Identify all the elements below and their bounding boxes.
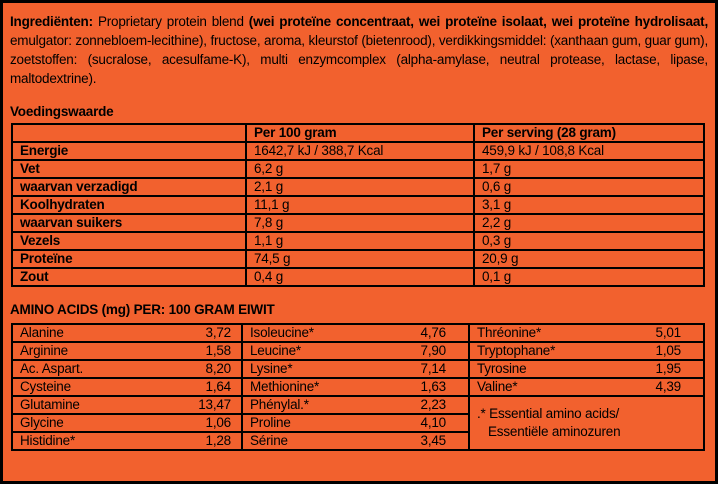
table-row: [12, 342, 704, 360]
table-row: [12, 160, 704, 178]
ingredients-paragraph: [10, 12, 708, 88]
amino-name: Proline: [250, 415, 291, 430]
table-row: [12, 250, 704, 268]
amino-cell: [242, 360, 469, 378]
table-row: [12, 214, 704, 232]
table-row: [12, 360, 704, 378]
nutrient-label: Koolhydraten: [12, 196, 246, 214]
nutrient-per100: 6,2 g: [246, 160, 474, 178]
nutrient-label: Energie: [12, 142, 246, 160]
amino-cell: [12, 378, 242, 396]
amino-cell: [12, 360, 242, 378]
table-row: [12, 232, 704, 250]
nutrient-per100: 1,1 g: [246, 232, 474, 250]
note-line-2: Essentiële aminozuren: [488, 424, 621, 439]
amino-cell: [242, 396, 469, 414]
ingredients-text: Proprietary protein blend: [92, 14, 249, 29]
nutrient-label: Proteïne: [12, 250, 246, 268]
amino-name: Lysine*: [250, 361, 293, 376]
amino-value: 7,14: [420, 361, 446, 376]
amino-name: Alanine: [20, 325, 64, 340]
nutrient-serving: 0,3 g: [474, 232, 704, 250]
amino-name: Cysteine: [20, 379, 71, 394]
essential-amino-acids-note: [469, 396, 704, 450]
table-row: [12, 396, 704, 414]
nutrient-per100: 1642,7 kJ / 388,7 Kcal: [246, 142, 474, 160]
amino-cell: [12, 432, 242, 450]
nutrient-serving: 459,9 kJ / 108,8 Kcal: [474, 142, 704, 160]
nutrient-per100: 74,5 g: [246, 250, 474, 268]
header-empty-cell: [12, 124, 246, 142]
header-per-100-gram: Per 100 gram: [246, 124, 474, 142]
nutrient-per100: 7,8 g: [246, 214, 474, 232]
table-row: [12, 324, 704, 342]
amino-cell: [242, 342, 469, 360]
nutrient-serving: 0,6 g: [474, 178, 704, 196]
table-row: [12, 178, 704, 196]
amino-value: 4,39: [655, 379, 681, 394]
amino-cell: [242, 432, 469, 450]
amino-cell: [469, 324, 704, 342]
amino-value: 2,23: [420, 397, 446, 412]
nutrient-label: waarvan suikers: [12, 214, 246, 232]
amino-name: Isoleucine*: [250, 325, 314, 340]
amino-cell: [12, 414, 242, 432]
amino-acids-table: [11, 323, 705, 451]
amino-name: Methionine*: [250, 379, 320, 394]
nutrient-serving: 3,1 g: [474, 196, 704, 214]
table-row: [12, 268, 704, 286]
amino-value: 1,05: [655, 343, 681, 358]
amino-cell: [469, 378, 704, 396]
amino-cell: [469, 360, 704, 378]
amino-value: 1,28: [205, 433, 231, 448]
amino-name: Tyrosine: [477, 361, 527, 376]
amino-name: Valine*: [477, 379, 518, 394]
nutrient-label: Zout: [12, 268, 246, 286]
ingredients-text-rest: emulgator: zonnebloem-lecithine), fructose, aroma, kleurstof (bietenrood), verdikkingsmiddel: (xanthaan gum, guar gum), zoetstoffen: (sucralose, acesulfame-K), multi enzymcomplex (alpha-amylase, neutral protease, lactase, lipase, maltodextrine).: [10, 33, 708, 86]
amino-cell: [469, 342, 704, 360]
amino-value: 13,47: [198, 397, 231, 412]
nutrition-table: [11, 123, 705, 287]
table-row: [12, 378, 704, 396]
amino-cell: [12, 342, 242, 360]
nutrient-serving: 1,7 g: [474, 160, 704, 178]
amino-value: 5,01: [655, 325, 681, 340]
amino-value: 7,90: [420, 343, 446, 358]
amino-name: Glycine: [20, 415, 64, 430]
amino-value: 1,06: [205, 415, 231, 430]
table-row: [12, 142, 704, 160]
amino-value: 1,58: [205, 343, 231, 358]
nutrient-serving: 0,1 g: [474, 268, 704, 286]
amino-value: 1,64: [205, 379, 231, 394]
nutrient-serving: 20,9 g: [474, 250, 704, 268]
nutrient-per100: 0,4 g: [246, 268, 474, 286]
ingredients-label: Ingrediënten:: [10, 14, 93, 29]
amino-cell: [12, 396, 242, 414]
amino-cell: [242, 324, 469, 342]
note-line-1: .* Essential amino acids/: [477, 406, 620, 421]
amino-cell: [242, 414, 469, 432]
amino-name: Histidine*: [20, 433, 76, 448]
amino-name: Tryptophane*: [477, 343, 556, 358]
nutrient-label: Vezels: [12, 232, 246, 250]
nutrient-per100: 2,1 g: [246, 178, 474, 196]
amino-cell: [242, 378, 469, 396]
amino-value: 1,63: [420, 379, 446, 394]
nutrition-section-title: Voedingswaarde: [10, 104, 114, 119]
amino-name: Arginine: [20, 343, 68, 358]
amino-value: 1,95: [655, 361, 681, 376]
amino-name: Sérine: [250, 433, 288, 448]
ingredients-bold-blend: (wei proteïne concentraat, wei proteïne isolaat, wei proteïne hydrolisaat,: [248, 14, 709, 29]
nutrient-per100: 11,1 g: [246, 196, 474, 214]
amino-name: Leucine*: [250, 343, 301, 358]
nutrient-label: waarvan verzadigd: [12, 178, 246, 196]
nutrient-serving: 2,2 g: [474, 214, 704, 232]
amino-value: 3,45: [420, 433, 446, 448]
amino-cell: [12, 324, 242, 342]
amino-name: Glutamine: [20, 397, 80, 412]
amino-name: Thréonine*: [477, 325, 542, 340]
header-per-serving: Per serving (28 gram): [474, 124, 704, 142]
table-row: [12, 196, 704, 214]
amino-value: 4,76: [420, 325, 446, 340]
amino-value: 4,10: [420, 415, 446, 430]
amino-name: Ac. Aspart.: [20, 361, 84, 376]
nutrient-label: Vet: [12, 160, 246, 178]
amino-name: Phénylal.*: [250, 397, 309, 412]
amino-value: 8,20: [205, 361, 231, 376]
table-header-row: [12, 124, 704, 142]
amino-acids-section-title: AMINO ACIDS (mg) PER: 100 GRAM EIWIT: [10, 302, 275, 317]
amino-value: 3,72: [205, 325, 231, 340]
